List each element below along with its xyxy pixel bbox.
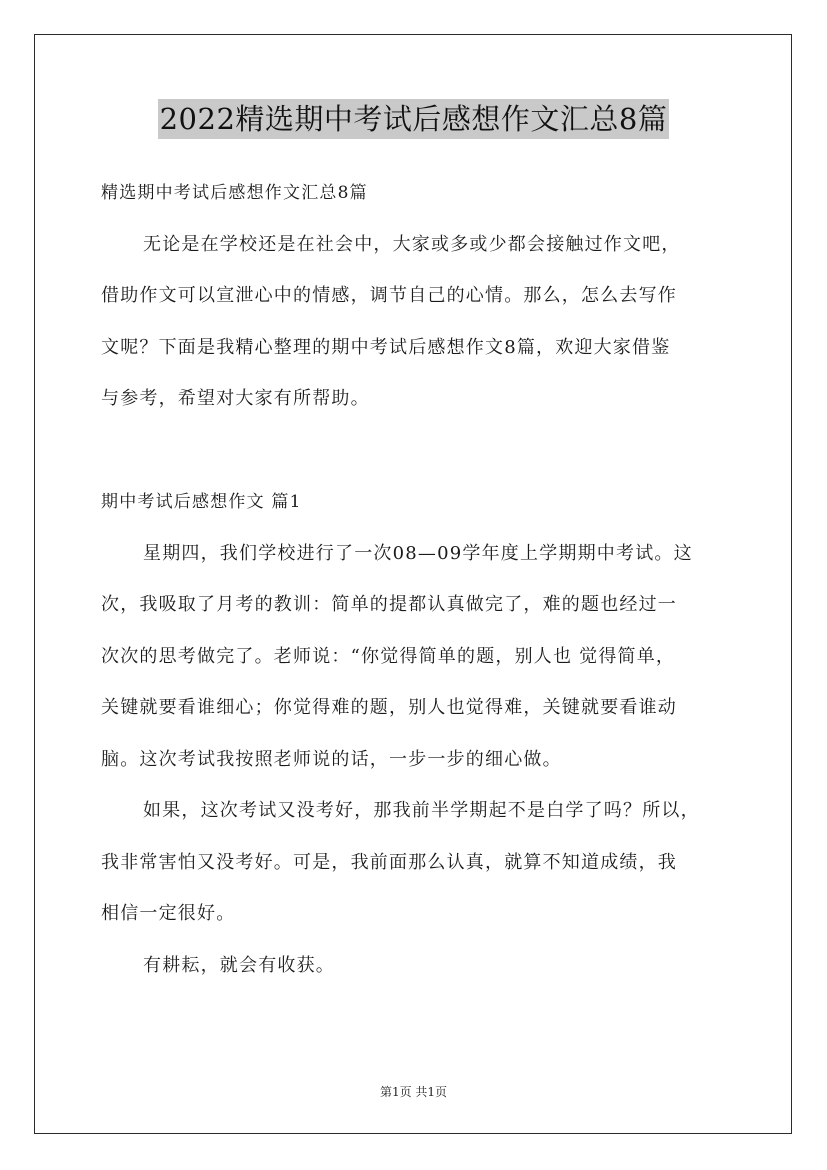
text-line: 文呢？下面是我精心整理的期中考试后感想作文8篇，欢迎大家借鉴 [101,336,671,358]
text-line: 关键就要看谁细心；你觉得难的题，别人也觉得难，关键就要看谁动 [101,697,677,718]
section1-paragraph-3 [101,946,741,998]
text-line: 次次的思考做完了。老师说：“你觉得简单的题，别人也 觉得简单， [101,645,676,667]
text-line: 次，我吸取了月考的教训：简单的提都认真做完了，难的题也经过一 [101,594,677,615]
spacer [101,431,741,483]
document-subtitle: 精选期中考试后感想作文汇总8篇 [101,183,368,203]
section1-paragraph-2 [101,791,741,946]
document-body [101,173,741,997]
text-line: 星期四，我们学校进行了一次08—09学年度上学期期中考试。这 [143,542,693,564]
text-line: 脑。这次考试我按照老师说的话，一步一步的细心做。 [101,748,562,770]
intro-paragraph [101,225,741,431]
page-footer: 第1页 共1页 [379,1085,448,1099]
text-line: 无论是在学校还是在社会中，大家或多或少都会接触过作文吧， [143,233,681,255]
text-line: 借助作文可以宣泄心中的情感，调节自己的心情。那么，怎么去写作 [101,285,677,306]
text-line: 我非常害怕又没考好。可是，我前面那么认真，就算不知道成绩，我 [101,851,677,873]
text-line: 有耕耘，就会有收获。 [143,954,335,976]
text-line: 相信一定很好。 [101,903,236,924]
section1-paragraph-1 [101,534,741,792]
text-line: 如果，这次考试又没考好，那我前半学期起不是白学了吗？所以， [143,800,700,821]
title-container [0,99,827,139]
text-line: 与参考，希望对大家有所帮助。 [101,388,370,409]
section-heading: 期中考试后感想作文 篇1 [101,492,302,512]
document-title: 2022精选期中考试后感想作文汇总8篇 [158,99,670,139]
